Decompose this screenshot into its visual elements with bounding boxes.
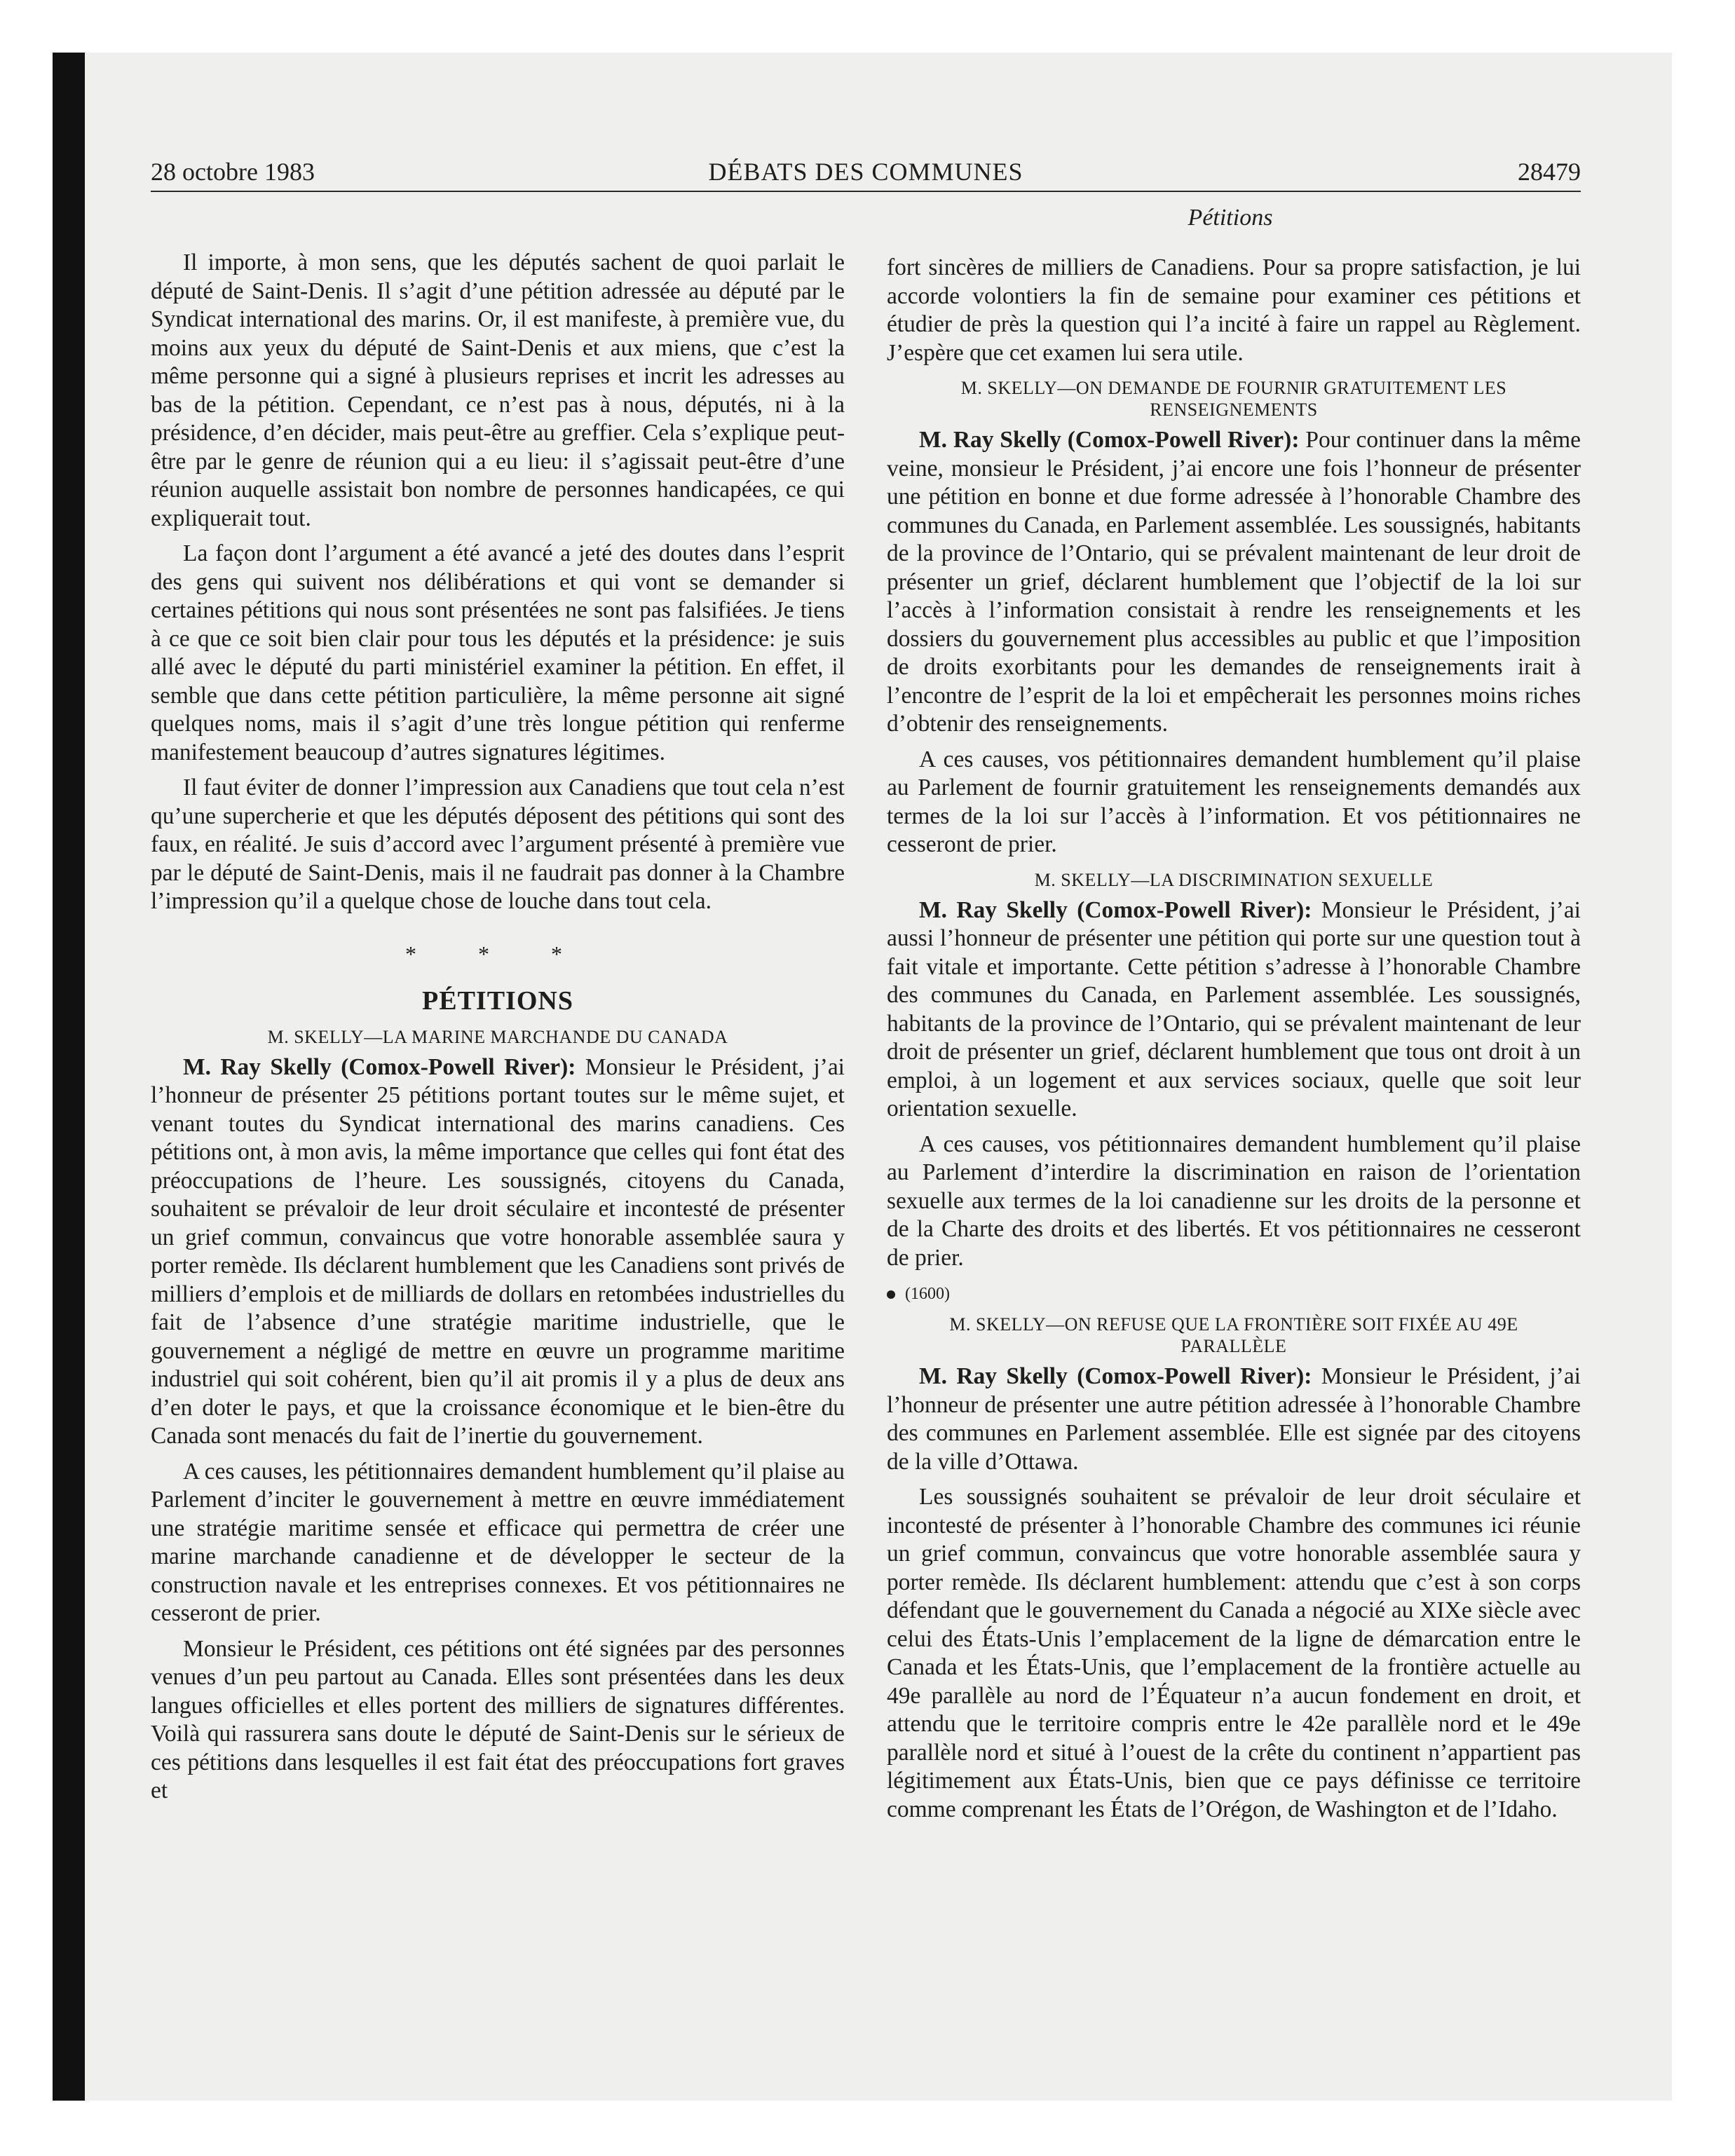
- section-separator: * * *: [405, 941, 590, 967]
- scan-border: [53, 53, 85, 2101]
- header-title: DÉBATS DES COMMUNES: [708, 158, 1023, 186]
- right-column: [887, 254, 1581, 1831]
- subheading: M. SKELLY—ON REFUSE QUE LA FRONTIÈRE SOIT FIXÉE AU 49E PARALLÈLE: [949, 1314, 1518, 1356]
- speech-text: Monsieur le Président, j’ai l’honneur de présenter une autre pétition adressée à l’honorable Chambre des communes en Parlement assemblée. Elle est signée par des citoyens de la ville d’Ottawa.: [887, 1363, 1581, 1475]
- paragraph: La façon dont l’argument a été avancé a jeté des doutes dans l’esprit des gens qui suivent nos délibérations et qui vont se demander si certaines pétitions qui nous sont présentées ne sont pas falsifiées. Je tiens à ce que ce soit bien clair pour tous les députés et la présidence: je suis allé avec le député du parti ministériel examiner la pétition. En effet, il semble que dans cette pétition particulière, la même personne ait signé quelques noms, mais il s’agit d’une très longue pétition qui renferme manifestement beaucoup d’autres signatures légitimes.: [151, 540, 845, 765]
- bullet-icon: [887, 1290, 895, 1299]
- speech-text: Monsieur le Président, j’ai l’honneur de présenter 25 pétitions portant toutes sur le même sujet, et venant toutes du Syndicat international des marins canadiens. Ces pétitions ont, à mon avis, la même importance que celles qui font état des préoccupations de l’heure. Les soussignés, citoyens du Canada, souhaitent se prévaloir de leur droit séculaire et incontesté de présenter un grief commun, convaincus que votre honorable assemblée saura y porter remède. Ils déclarent humblement que les Canadiens sont privés de milliers d’emplois et de milliards de dollars en retombées industrielles du fait de l’absence d’une stratégie maritime industrielle, que le gouvernement a négligé de mettre en œuvre un programme maritime industriel qui soit cohérent, bien qu’il ait promis il y a plus de deux ans d’en doter le pays, et que la croissance économique et le bien-être du Canada sont menacés du fait de l’inertie du gouvernement.: [151, 1053, 845, 1449]
- speech-paragraph: [887, 426, 1581, 739]
- subheading: M. SKELLY—ON DEMANDE DE FOURNIR GRATUITEMENT LES RENSEIGNEMENTS: [960, 378, 1507, 420]
- page-header: [151, 156, 1581, 192]
- main-heading: PÉTITIONS: [422, 985, 573, 1016]
- timestamp-text: (1600): [905, 1285, 950, 1303]
- paragraph: Les soussignés souhaitent se prévaloir de leur droit séculaire et incontesté de présenter à l’honorable Chambre des communes ici réunie un grief commun, convaincus que votre honorable assemblée saura y porter remède. Ils déclarent humblement: attendu que c’est à son corps défendant que le gouvernement du Canada a négocié au XIXe siècle avec celui des États-Unis l’emplacement de la ligne de démarcation entre le Canada et les États-Unis, que l’emplacement de la frontière actuelle au 49e parallèle au nord de l’Équateur n’a aucun fondement en droit, et attendu que le territoire compris entre le 42e parallèle nord et le 49e parallèle nord et situé à l’ouest de la crête du continent n’appartient pas légitimement aux États-Unis, bien que ce pays définisse ce territoire comme comprenant les États de l’Orégon, de Washington et de l’Idaho.: [887, 1484, 1581, 1822]
- speech-paragraph: [887, 1363, 1581, 1476]
- paragraph: A ces causes, les pétitionnaires demandent humblement qu’il plaise au Parlement d’inciter le gouvernement à mettre en œuvre immédiatement une stratégie maritime sensée et efficace qui permettra de créer une marine marchande canadienne et de développer le secteur de la construction navale et les entreprises connexes. Et vos pétitionnaires ne cesseront de prier.: [151, 1458, 845, 1626]
- speaker-name: M. Ray Skelly (Comox-Powell River):: [919, 896, 1312, 923]
- subheading: M. SKELLY—LA DISCRIMINATION SEXUELLE: [1034, 869, 1434, 890]
- header-date: 28 octobre 1983: [151, 158, 315, 186]
- paragraph: fort sincères de milliers de Canadiens. Pour sa propre satisfaction, je lui accorde volontiers la fin de semaine pour examiner ces pétitions et étudier de près la question qui l’a incité à faire un rappel au Règlement. J’espère que cet examen lui sera utile.: [887, 254, 1581, 366]
- speech-paragraph: [151, 1053, 845, 1451]
- paragraph: A ces causes, vos pétitionnaires demandent humblement qu’il plaise au Parlement d’interdire la discrimination en raison de l’orientation sexuelle aux termes de la loi canadienne sur les droits de la personne et de la Charte des droits et des libertés. Et vos pétitionnaires ne cesseront de prier.: [887, 1131, 1581, 1271]
- paragraph: Il faut éviter de donner l’impression aux Canadiens que tout cela n’est qu’une supercherie et que les députés déposent des pétitions qui sont des faux, en réalité. Je suis d’accord avec l’argument présenté à première vue par le député de Saint-Denis, mais il ne faudrait pas donner à la Chambre l’impression qu’il a quelque chose de louche dans tout cela.: [151, 775, 845, 914]
- section-title: Pétitions: [1188, 205, 1273, 231]
- paragraph: Monsieur le Président, ces pétitions ont été signées par des personnes venues d’un peu partout au Canada. Elles sont présentées dans les deux langues officielles et elles portent des milliers de signatures différentes. Voilà qui rassurera sans doute le député de Saint-Denis sur le sérieux de ces pétitions dans lesquelles il est fait état des préoccupations fort graves et: [151, 1635, 845, 1803]
- speech-paragraph: [887, 896, 1581, 1124]
- timestamp: [887, 1285, 1581, 1304]
- speech-text: Monsieur le Président, j’ai aussi l’honneur de présenter une pétition qui porte sur une question tout à fait vitale et importante. Cette pétition s’adresse à l’honorable Chambre des communes du Canada, en Parlement assemblée. Les soussignés, habitants de la province de l’Ontario, qui se prévalent maintenant de leur droit de présenter un grief, déclarent humblement que tous ont droit à un emploi, à un logement et aux services sociaux, quelle que soit leur orientation sexuelle.: [887, 896, 1581, 1121]
- paragraph: Il importe, à mon sens, que les députés sachent de quoi parlait le député de Saint-Denis. Il s’agit d’une pétition adressée au député par le Syndicat international des marins. Or, il est manifeste, à première vue, du moins aux yeux du député de Saint-Denis et aux miens, que c’est la même personne qui a signé à plusieurs reprises et incrit les adresses au bas de la pétition. Cependant, ce n’est pas à nous, députés, ni à la présidence, d’en décider, mais peut-être au greffier. Cela s’explique peut-être par le genre de réunion qui a eu lieu: il s’agissait peut-être d’une réunion auquelle assistait bon nombre de personnes handicapées, ce qui expliquerait tout.: [151, 250, 845, 531]
- subheading: M. SKELLY—LA MARINE MARCHANDE DU CANADA: [267, 1026, 728, 1047]
- speech-text: Pour continuer dans la même veine, monsieur le Président, j’ai encore une fois l’honneur de présenter une pétition en bonne et due forme adressée à l’honorable Chambre des communes du Canada, en Parlement assemblée. Les soussignés, habitants de la province de l’Ontario, qui se prévalent maintenant de leur droit de présenter un grief, déclarent humblement que l’objectif de la loi sur l’accès à l’information consistait à rendre les renseignements et les dossiers du gouvernement plus accessibles au public et que l’imposition de droits exorbitants pour les demandes de renseignements irait à l’encontre de l’esprit de la loi et empêcherait les personnes moins riches d’obtenir des renseignements.: [887, 427, 1581, 737]
- header-page-number: 28479: [1518, 158, 1581, 186]
- paragraph: A ces causes, vos pétitionnaires demandent humblement qu’il plaise au Parlement de fournir gratuitement les renseignements demandés aux termes de la loi sur l’accès à l’information. Et vos pétitionnaires ne cesseront de prier.: [887, 746, 1581, 857]
- speaker-name: M. Ray Skelly (Comox-Powell River):: [919, 1363, 1312, 1389]
- left-column: [151, 249, 845, 1813]
- speaker-name: M. Ray Skelly (Comox-Powell River):: [919, 427, 1300, 453]
- speaker-name: M. Ray Skelly (Comox-Powell River):: [183, 1053, 576, 1080]
